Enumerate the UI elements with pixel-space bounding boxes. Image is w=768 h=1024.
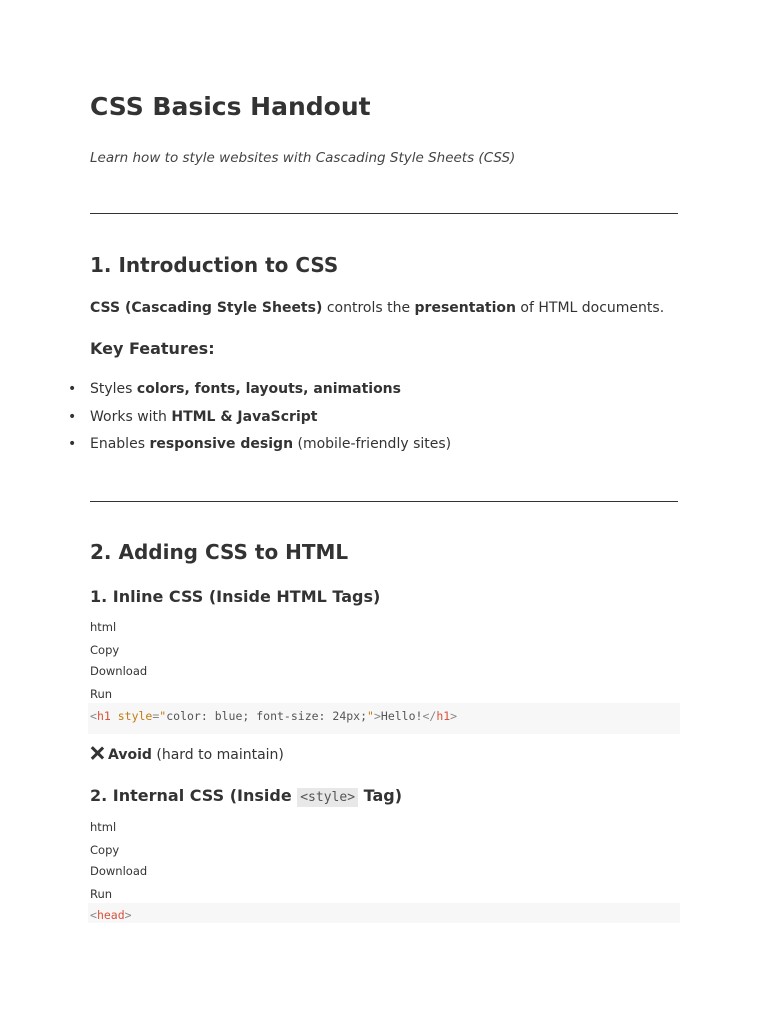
code-punct: > (124, 908, 132, 922)
inline-code: <style> (297, 788, 358, 807)
feature-text: Works with (90, 408, 172, 425)
intro-text-2: of HTML documents. (515, 300, 665, 316)
key-features-heading: Key Features: (90, 339, 215, 358)
internal-css-heading (90, 786, 402, 805)
code-punct: > (373, 709, 381, 723)
code-text: Hello! (380, 709, 423, 723)
feature-bold: HTML & JavaScript (171, 408, 318, 425)
list-item (68, 436, 452, 464)
code-block-internal (88, 903, 680, 923)
divider (90, 213, 678, 214)
avoid-text: (hard to maintain) (151, 747, 284, 763)
code-attr: style (117, 709, 153, 723)
heading-text: Tag) (358, 786, 403, 805)
section-heading-adding: 2. Adding CSS to HTML (90, 540, 349, 564)
code-punct: > (450, 709, 458, 723)
list-item (68, 408, 451, 437)
bullet-icon: • (68, 381, 77, 397)
copy-button[interactable]: Copy (90, 643, 120, 657)
inline-css-heading: 1. Inline CSS (Inside HTML Tags) (90, 587, 381, 606)
bullet-icon: • (68, 436, 77, 452)
download-button[interactable]: Download (90, 864, 148, 878)
feature-text: (mobile-friendly sites) (293, 436, 452, 452)
copy-button[interactable]: Copy (90, 843, 120, 857)
code-punct: " (367, 709, 374, 723)
section-heading-intro: 1. Introduction to CSS (90, 253, 339, 277)
code-language-label: html (90, 820, 117, 834)
intro-bold-css: CSS (Cascading Style Sheets) (90, 300, 323, 316)
code-tag: h1 (436, 709, 451, 723)
heading-text: 2. Internal CSS (Inside (90, 786, 298, 805)
code-punct: " (159, 709, 167, 723)
download-button[interactable]: Download (90, 664, 148, 678)
intro-text-1: controls the (322, 300, 415, 316)
inline-avoid-note (90, 746, 284, 763)
code-punct: < (90, 709, 97, 723)
code-tag: h1 (96, 709, 111, 723)
code-punct: </ (422, 709, 437, 723)
code-language-label: html (90, 620, 117, 634)
feature-text: Enables (90, 436, 150, 452)
intro-bold-presentation: presentation (414, 300, 516, 316)
feature-bold: responsive design (149, 436, 294, 452)
avoid-bold: Avoid (108, 747, 152, 763)
page-title: CSS Basics Handout (90, 92, 371, 121)
cross-icon (90, 746, 104, 760)
intro-paragraph (90, 300, 664, 316)
run-button[interactable]: Run (90, 687, 113, 701)
feature-text: Styles (90, 381, 137, 397)
bullet-icon: • (68, 408, 77, 425)
code-block-inline (88, 703, 680, 734)
code-value: color: blue; font-size: 24px; (166, 709, 368, 723)
run-button[interactable]: Run (90, 887, 113, 901)
code-punct: < (90, 908, 97, 922)
page-subtitle: Learn how to style websites with Cascading Style Sheets (CSS) (90, 150, 516, 166)
list-item (68, 381, 451, 409)
code-punct: = (152, 709, 160, 723)
divider (90, 501, 678, 502)
feature-bold: colors, fonts, layouts, animations (136, 381, 401, 397)
code-tag: head (96, 908, 125, 922)
features-list (68, 381, 452, 464)
